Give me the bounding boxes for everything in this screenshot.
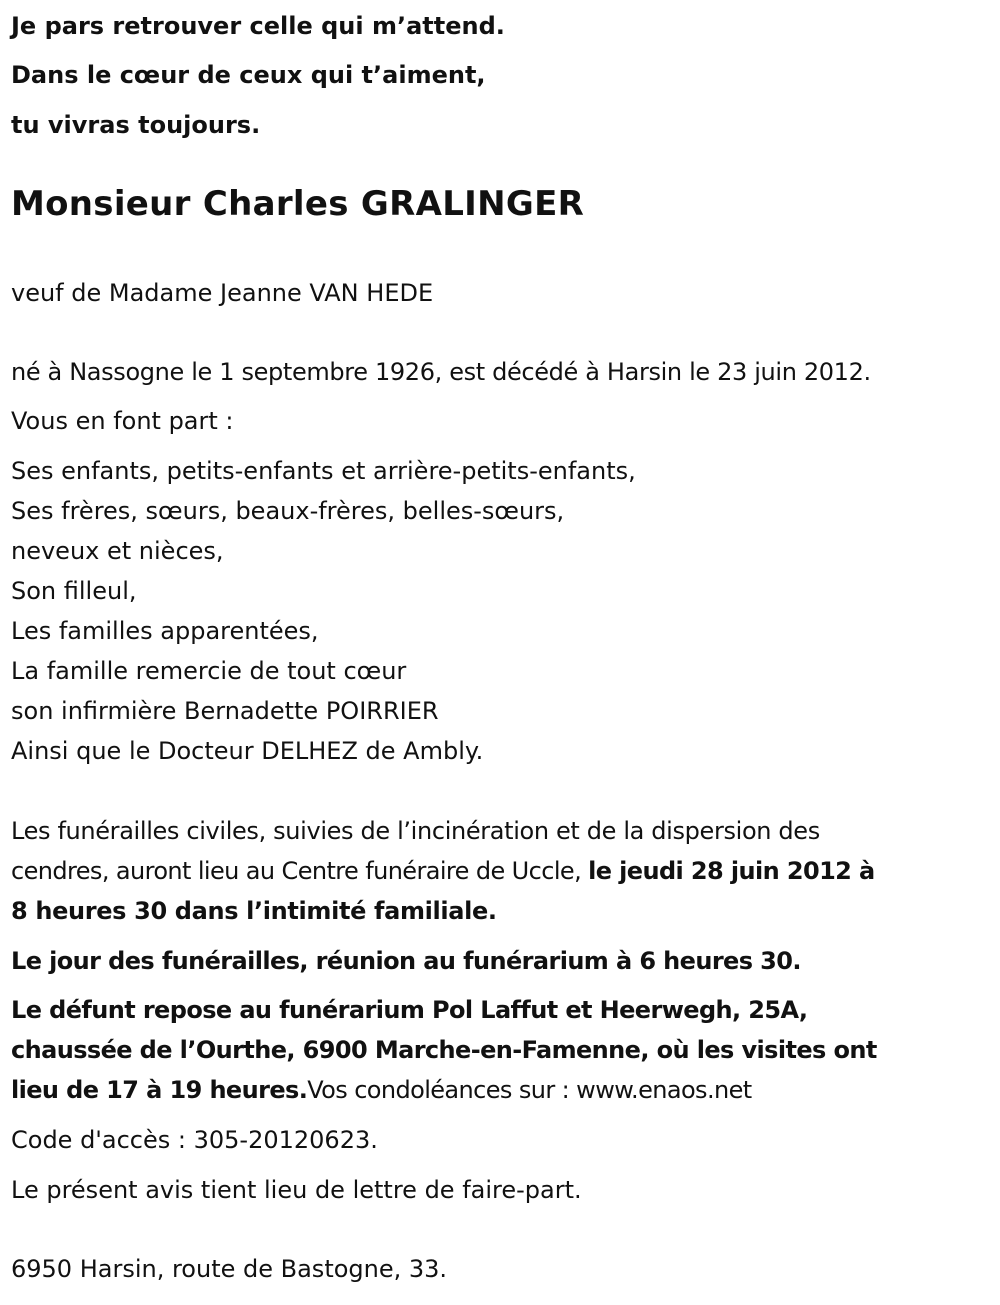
family-line-8: Ainsi que le Docteur DELHEZ de Ambly. [11,737,484,765]
address-line: 6950 Harsin, route de Bastogne, 33. [11,1255,448,1283]
family-line-5: Les familles apparentées, [11,617,319,645]
repose-line-2: chaussée de l’Ourthe, 6900 Marche-en-Famenne, où les visites ont [11,1036,877,1064]
spouse-line: veuf de Madame Jeanne VAN HEDE [11,279,434,307]
funeral-line-2 [11,856,875,886]
repose-line-1: Le défunt repose au funérarium Pol Laffut et Heerwegh, 25A, [11,996,808,1024]
family-line-2: Ses frères, sœurs, beaux-frères, belles-sœurs, [11,497,565,525]
funeral-date-emphasis: le jeudi 28 juin 2012 à [588,857,875,885]
notice-line: Le présent avis tient lieu de lettre de faire-part. [11,1176,582,1204]
repose-line-3 [11,1075,752,1105]
epigraph-line-2: Dans le cœur de ceux qui t’aiment, [11,61,486,89]
epigraph-line-1: Je pars retrouver celle qui m’attend. [11,12,505,40]
family-line-3: neveux et nièces, [11,537,224,565]
family-line-4: Son filleul, [11,577,137,605]
access-code: Code d'accès : 305-20120623. [11,1126,378,1154]
family-line-7: son infirmière Bernadette POIRRIER [11,697,439,725]
epigraph-line-3: tu vivras toujours. [11,111,261,139]
condolences-text: Vos condoléances sur : www.enaos.net [307,1076,752,1104]
family-line-6: La famille remercie de tout cœur [11,657,407,685]
funeral-line-2-text: cendres, auront lieu au Centre funéraire de Uccle, [11,857,589,885]
deceased-name: Monsieur Charles GRALINGER [11,184,585,224]
birth-death-line: né à Nassogne le 1 septembre 1926, est décédé à Harsin le 23 juin 2012. [11,358,871,386]
announcement-intro: Vous en font part : [11,407,234,435]
visit-hours: lieu de 17 à 19 heures. [11,1076,308,1104]
gathering-line: Le jour des funérailles, réunion au funérarium à 6 heures 30. [11,947,801,975]
family-line-1: Ses enfants, petits-enfants et arrière-petits-enfants, [11,457,636,485]
funeral-line-1: Les funérailles civiles, suivies de l’incinération et de la dispersion des [11,817,820,845]
funeral-line-3: 8 heures 30 dans l’intimité familiale. [11,897,497,925]
